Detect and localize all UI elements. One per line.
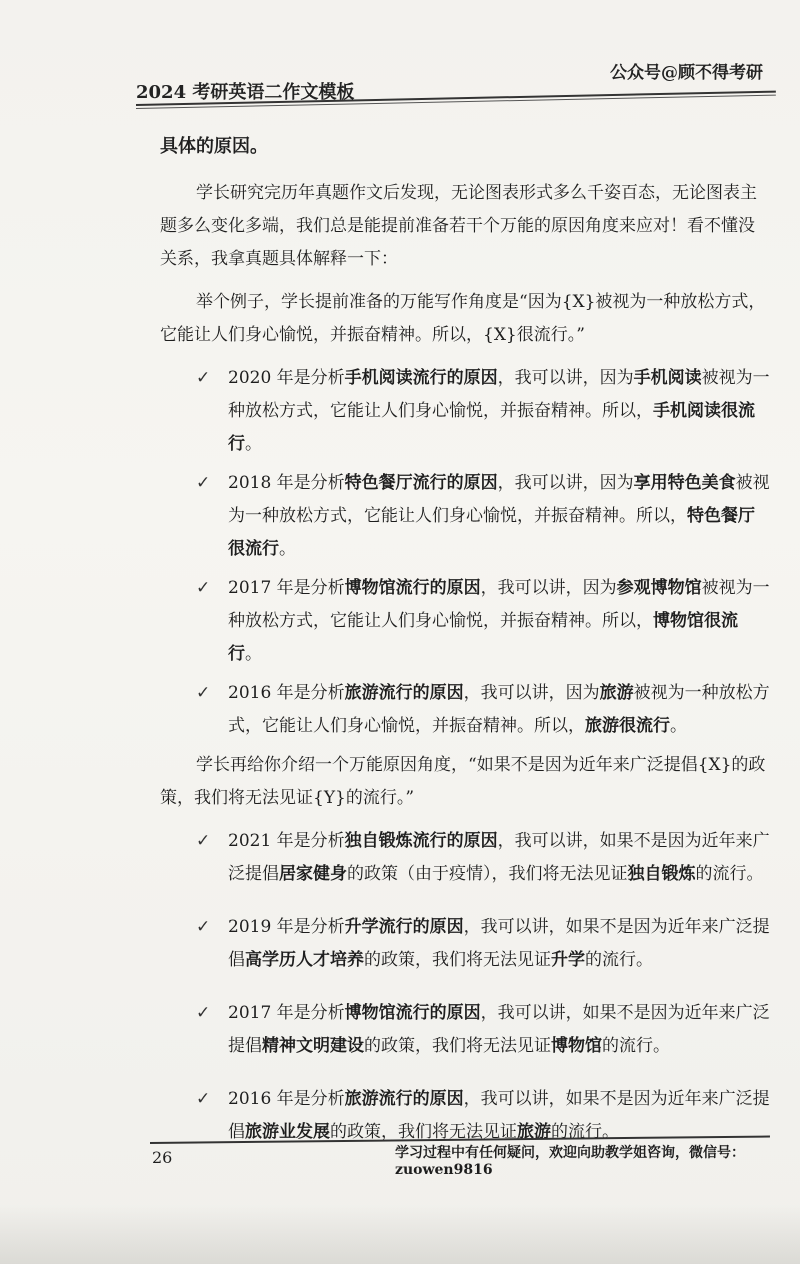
list-item: ✓ 2018 年是分析特色餐厅流行的原因，我可以讲，因为享用特色美食被视为一种放松方式，它能让人们身心愉悦，并振奋精神。所以，特色餐厅很流行。: [160, 467, 770, 566]
section-heading: 具体的原因。: [160, 136, 268, 157]
intro-paragraph: 学长研究完历年真题作文后发现，无论图表形式多么千姿百态，无论图表主题多么变化多端，我们总是能提前准备若干个万能的原因角度来应对！看不懂没关系，我拿真题具体解释一下：: [160, 183, 757, 269]
example-paragraph-2: 学长再给你介绍一个万能原因角度，“如果不是因为近年来广泛提倡{X}的政策，我们将无法见证{Y}的流行。”: [160, 755, 766, 808]
checkmark-icon: ✓: [196, 1003, 211, 1023]
header-account: 公众号@顾不得考研: [610, 63, 763, 83]
list-item: ✓ 2017 年是分析博物馆流行的原因，我可以讲，因为参观博物馆被视为一种放松方式，它能让人们身心愉悦，并振奋精神。所以，博物馆很流行。: [160, 572, 770, 671]
page-content: [160, 130, 770, 1169]
example-paragraph-1: 举个例子，学长提前准备的万能写作角度是“因为{X}被视为一种放松方式，它能让人们身心愉悦，并振奋精神。所以，{X}很流行。”: [160, 292, 766, 345]
checkmark-icon: ✓: [196, 368, 211, 388]
footer-contact-note: 学习过程中有任何疑问，欢迎向助教学姐咨询，微信号：zuowen9816: [395, 1145, 745, 1178]
list-item: ✓ 2020 年是分析手机阅读流行的原因，我可以讲，因为手机阅读被视为一种放松方式，它能让人们身心愉悦，并振奋精神。所以，手机阅读很流行。: [160, 362, 770, 461]
reason-list-1: [160, 362, 770, 743]
checkmark-icon: ✓: [196, 1089, 211, 1109]
page-number: 26: [152, 1148, 173, 1167]
checkmark-icon: ✓: [196, 917, 211, 937]
checkmark-icon: ✓: [196, 473, 211, 493]
checkmark-icon: ✓: [196, 578, 211, 598]
list-item: ✓ 2016 年是分析旅游流行的原因，我可以讲，如果不是因为近年来广泛提倡旅游业发展的政策，我们将无法见证旅游的流行。: [160, 1083, 770, 1149]
list-item: ✓ 2021 年是分析独自锻炼流行的原因，我可以讲，如果不是因为近年来广泛提倡居家健身的政策（由于疫情），我们将无法见证独自锻炼的流行。: [160, 825, 770, 891]
list-item: ✓ 2017 年是分析博物馆流行的原因，我可以讲，如果不是因为近年来广泛提倡精神文明建设的政策，我们将无法见证博物馆的流行。: [160, 997, 770, 1063]
list-item: ✓ 2019 年是分析升学流行的原因，我可以讲，如果不是因为近年来广泛提倡高学历人才培养的政策，我们将无法见证升学的流行。: [160, 911, 770, 977]
checkmark-icon: ✓: [196, 831, 211, 851]
header-title: 2024 考研英语二作文模板: [136, 82, 355, 103]
list-item: ✓ 2016 年是分析旅游流行的原因，我可以讲，因为旅游被视为一种放松方式，它能让人们身心愉悦，并振奋精神。所以，旅游很流行。: [160, 677, 770, 743]
page-shadow: [0, 1204, 800, 1264]
checkmark-icon: ✓: [196, 683, 211, 703]
reason-list-2: [160, 825, 770, 1149]
